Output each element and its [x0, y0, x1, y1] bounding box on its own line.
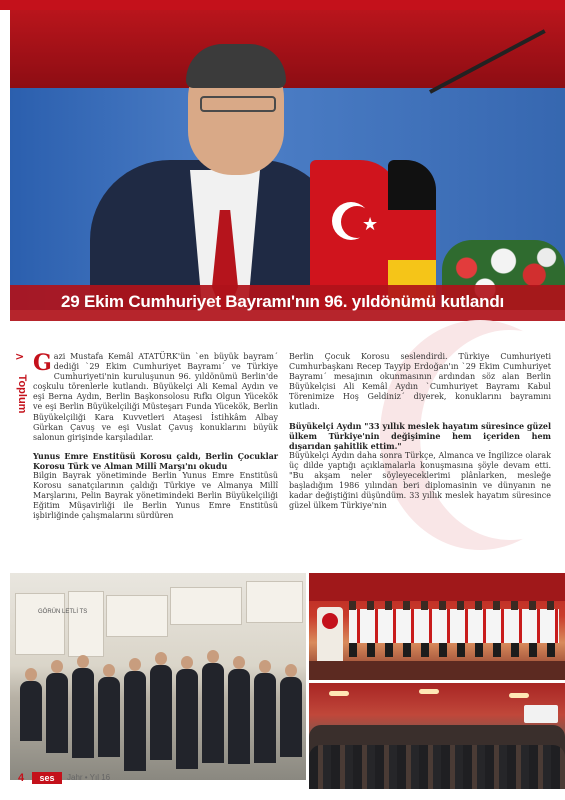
person-head — [233, 656, 245, 669]
dropcap: G — [33, 350, 52, 376]
speaker-hair — [186, 44, 286, 88]
ceiling-light — [329, 691, 349, 696]
choir-photo — [309, 573, 565, 680]
top-red-bar — [0, 0, 565, 10]
stage-backdrop-red — [10, 10, 565, 88]
crowd-foreground — [309, 745, 565, 789]
paragraph: Büyükelçi Aydın daha sonra Türkçe, Almanca ve İngilizce olarak üç dilde yaptığı açıklamalarla konuşmasına şöyle devam etti. "Bu akşam neler söyleyeceklerimi plânlarken, mesleğe başladığım 1986 yılından beri diplomasinin ve dünyanın ne kadar değiştiğini düşündüm. 33 yıllık meslek hayatım süresince güzel ülkem Türkiye'nin — [289, 450, 551, 511]
choir-singers-heads — [349, 601, 559, 610]
paragraph: Bilgin Bayrak yönetiminde Berlin Yunus Emre Enstitüsü Korosu sanatçılarının çaldığı Türkiye ve Almanya Millî Marşlarını, Pelin Bayrak yönetimindeki Berlin Büyükelçiliği Eğitim Müşavirliği ile Berlin Yunus Emre Enstitüsü işbirliğinde çalışmalarını sürdüren — [33, 471, 278, 521]
person-head — [155, 652, 167, 665]
person-head — [129, 658, 141, 671]
person-head — [51, 660, 63, 673]
person — [124, 671, 146, 771]
ceiling-light — [509, 693, 529, 698]
person — [20, 681, 42, 741]
person — [228, 669, 250, 764]
exhibition-panel — [246, 581, 303, 623]
person-head — [103, 664, 115, 677]
reception-hall-photo — [309, 683, 565, 789]
exhibition-panel — [68, 591, 104, 657]
speaker-glasses — [200, 96, 276, 112]
exhibition-panel — [170, 587, 242, 625]
section-label — [14, 350, 28, 414]
wall-screen — [524, 705, 558, 723]
issue-label: Jahr • Yıl 16 — [67, 773, 111, 782]
choir-singers-skirts — [349, 643, 559, 657]
choir-singers-row — [349, 609, 559, 643]
person-head — [259, 660, 271, 673]
person — [202, 663, 224, 763]
text-column-2 — [289, 352, 551, 511]
person — [98, 677, 120, 757]
section-label-text: Toplum — [16, 374, 28, 414]
hero-photo — [10, 10, 565, 310]
person-head — [25, 668, 37, 681]
person — [46, 673, 68, 753]
paragraph — [33, 352, 278, 443]
subheading: Yunus Emre Enstitüsü Korosu çaldı, Berlin Çocuklar Korosu Türk ve Alman Millî Marşı'nı okudu — [33, 450, 278, 471]
person-head — [181, 656, 193, 669]
ceiling-light — [419, 689, 439, 694]
chevron-right-icon: > — [15, 350, 25, 363]
person-head — [77, 655, 89, 668]
person — [254, 673, 276, 763]
page-number: 4 — [18, 772, 25, 784]
flag-stripe-red — [388, 210, 436, 260]
star-icon: ★ — [362, 214, 379, 235]
person — [150, 665, 172, 760]
person — [176, 669, 198, 769]
paragraph: Berlin Çocuk Korosu seslendirdi. Türkiye Cumhuriyeti Cumhurbaşkanı Recep Tayyip Erdoğan'ın `29 Ekim Cumhuriyet Bayramı´ mesajının okunmasının ardından söz alan Berlin Büyükelçisi Ali Kemâl Aydın `Cumhuriyet Bayramı Kabul Törenimize Hoş Geldiniz´ diyerek, konuklarını bayramını kutladı. — [289, 352, 551, 412]
person — [72, 668, 94, 758]
group-photo-exhibition — [10, 573, 306, 780]
person — [280, 677, 302, 757]
paragraph-text: azi Mustafa Kemâl ATATÜRK'ün `en büyük bayram´ dediği `29 Ekim Cumhuriyet Bayramı´ ve Türkiye Cumhuriyeti'nin kuruluşunun 96. yıldönümü Berlin'de coşkulu törenlerle kutlandı. Büyükelçi Ali Kemal Aydın ve eşi Berna Aydın, Berlin Başkonsolosu Rıfkı Olgun Yücekök ve eşi Berlin Büyükelçiliği Müsteşarı Funda Yücekök, Berlin Büyükelçiliği Kara Kuvvetleri Ataşesi İstihkâm Albay Gürkan Çavuş ve eşi Vuslat Çavuş konuklarını büyük salonun girişinde karşıladılar. — [33, 352, 278, 442]
exhibition-banner-text: GÖRÜN LETLİ TS — [38, 609, 88, 615]
person-head — [285, 664, 297, 677]
magazine-logo: ses — [32, 772, 62, 784]
article-title: 29 Ekim Cumhuriyet Bayramı'nın 96. yıldönümü kutlandı — [60, 292, 505, 311]
text-column-1 — [33, 352, 278, 522]
exhibition-panel — [15, 593, 65, 655]
subheading: Büyükelçi Aydın "33 yıllık meslek hayatım süresince güzel ülkem Türkiye'nin değişimine hem içeriden hem dışarıdan şahitlik ettim." — [289, 420, 551, 451]
podium-emblem — [322, 613, 338, 629]
exhibition-panel — [106, 595, 168, 637]
person-head — [207, 650, 219, 663]
stage-floor — [309, 661, 565, 680]
stage-curtain — [309, 573, 565, 601]
